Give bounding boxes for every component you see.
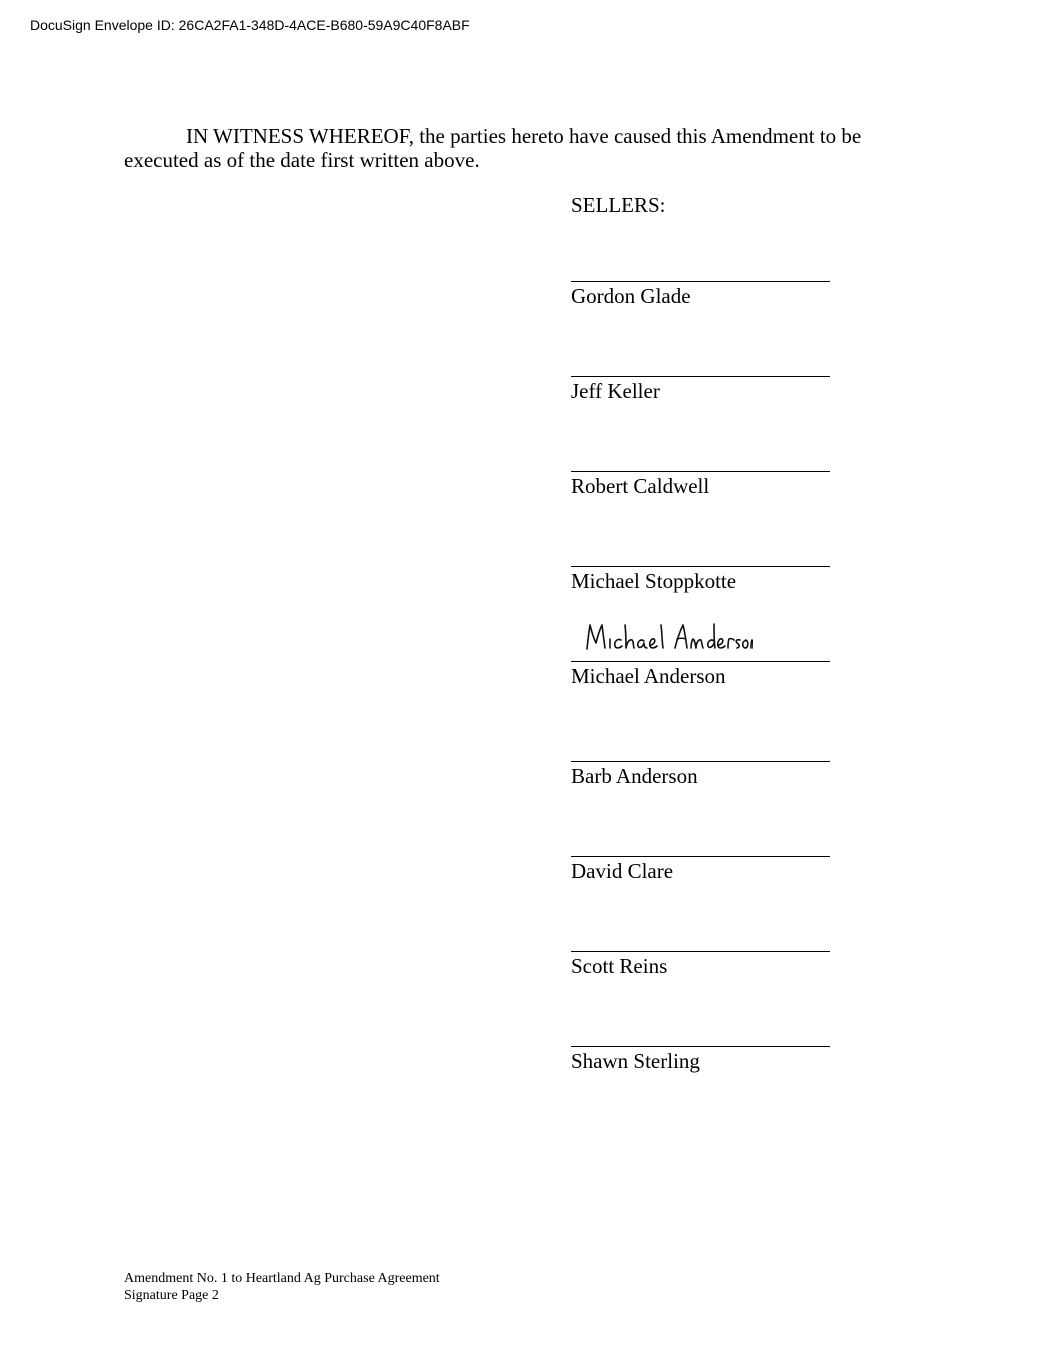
signatory-name: Michael Stoppkotte bbox=[571, 569, 737, 593]
signature-line[interactable] bbox=[571, 376, 830, 377]
handwritten-signature bbox=[583, 619, 753, 655]
signature-line[interactable] bbox=[571, 566, 830, 567]
signature-line[interactable] bbox=[571, 951, 830, 952]
docusign-envelope-id: DocuSign Envelope ID: 26CA2FA1-348D-4ACE-B680-59A9C40F8ABF bbox=[30, 17, 470, 33]
footer-document-title: Amendment No. 1 to Heartland Ag Purchase Agreement bbox=[124, 1271, 440, 1286]
witness-paragraph bbox=[124, 124, 884, 172]
signature-line[interactable] bbox=[571, 471, 830, 472]
page-footer bbox=[124, 1270, 440, 1304]
signature-line[interactable] bbox=[571, 1046, 830, 1047]
footer-page-label: Signature Page 2 bbox=[124, 1288, 219, 1303]
signature-line[interactable] bbox=[571, 661, 830, 662]
signatory-name: Robert Caldwell bbox=[571, 474, 710, 498]
signatory-name: Jeff Keller bbox=[571, 379, 660, 403]
signatory-name: David Clare bbox=[571, 859, 674, 883]
signatory-name: Shawn Sterling bbox=[571, 1049, 700, 1073]
signature-line[interactable] bbox=[571, 281, 830, 282]
witness-text: IN WITNESS WHEREOF, the parties hereto have caused this Amendment to be executed as of the date first written above. bbox=[124, 124, 862, 172]
signatory-name: Michael Anderson bbox=[571, 664, 726, 688]
signature-line[interactable] bbox=[571, 761, 830, 762]
sellers-heading: SELLERS: bbox=[571, 193, 666, 217]
signatory-name: Gordon Glade bbox=[571, 284, 691, 308]
signatory-name: Barb Anderson bbox=[571, 764, 698, 788]
signatory-name: Scott Reins bbox=[571, 954, 668, 978]
signature-line[interactable] bbox=[571, 856, 830, 857]
